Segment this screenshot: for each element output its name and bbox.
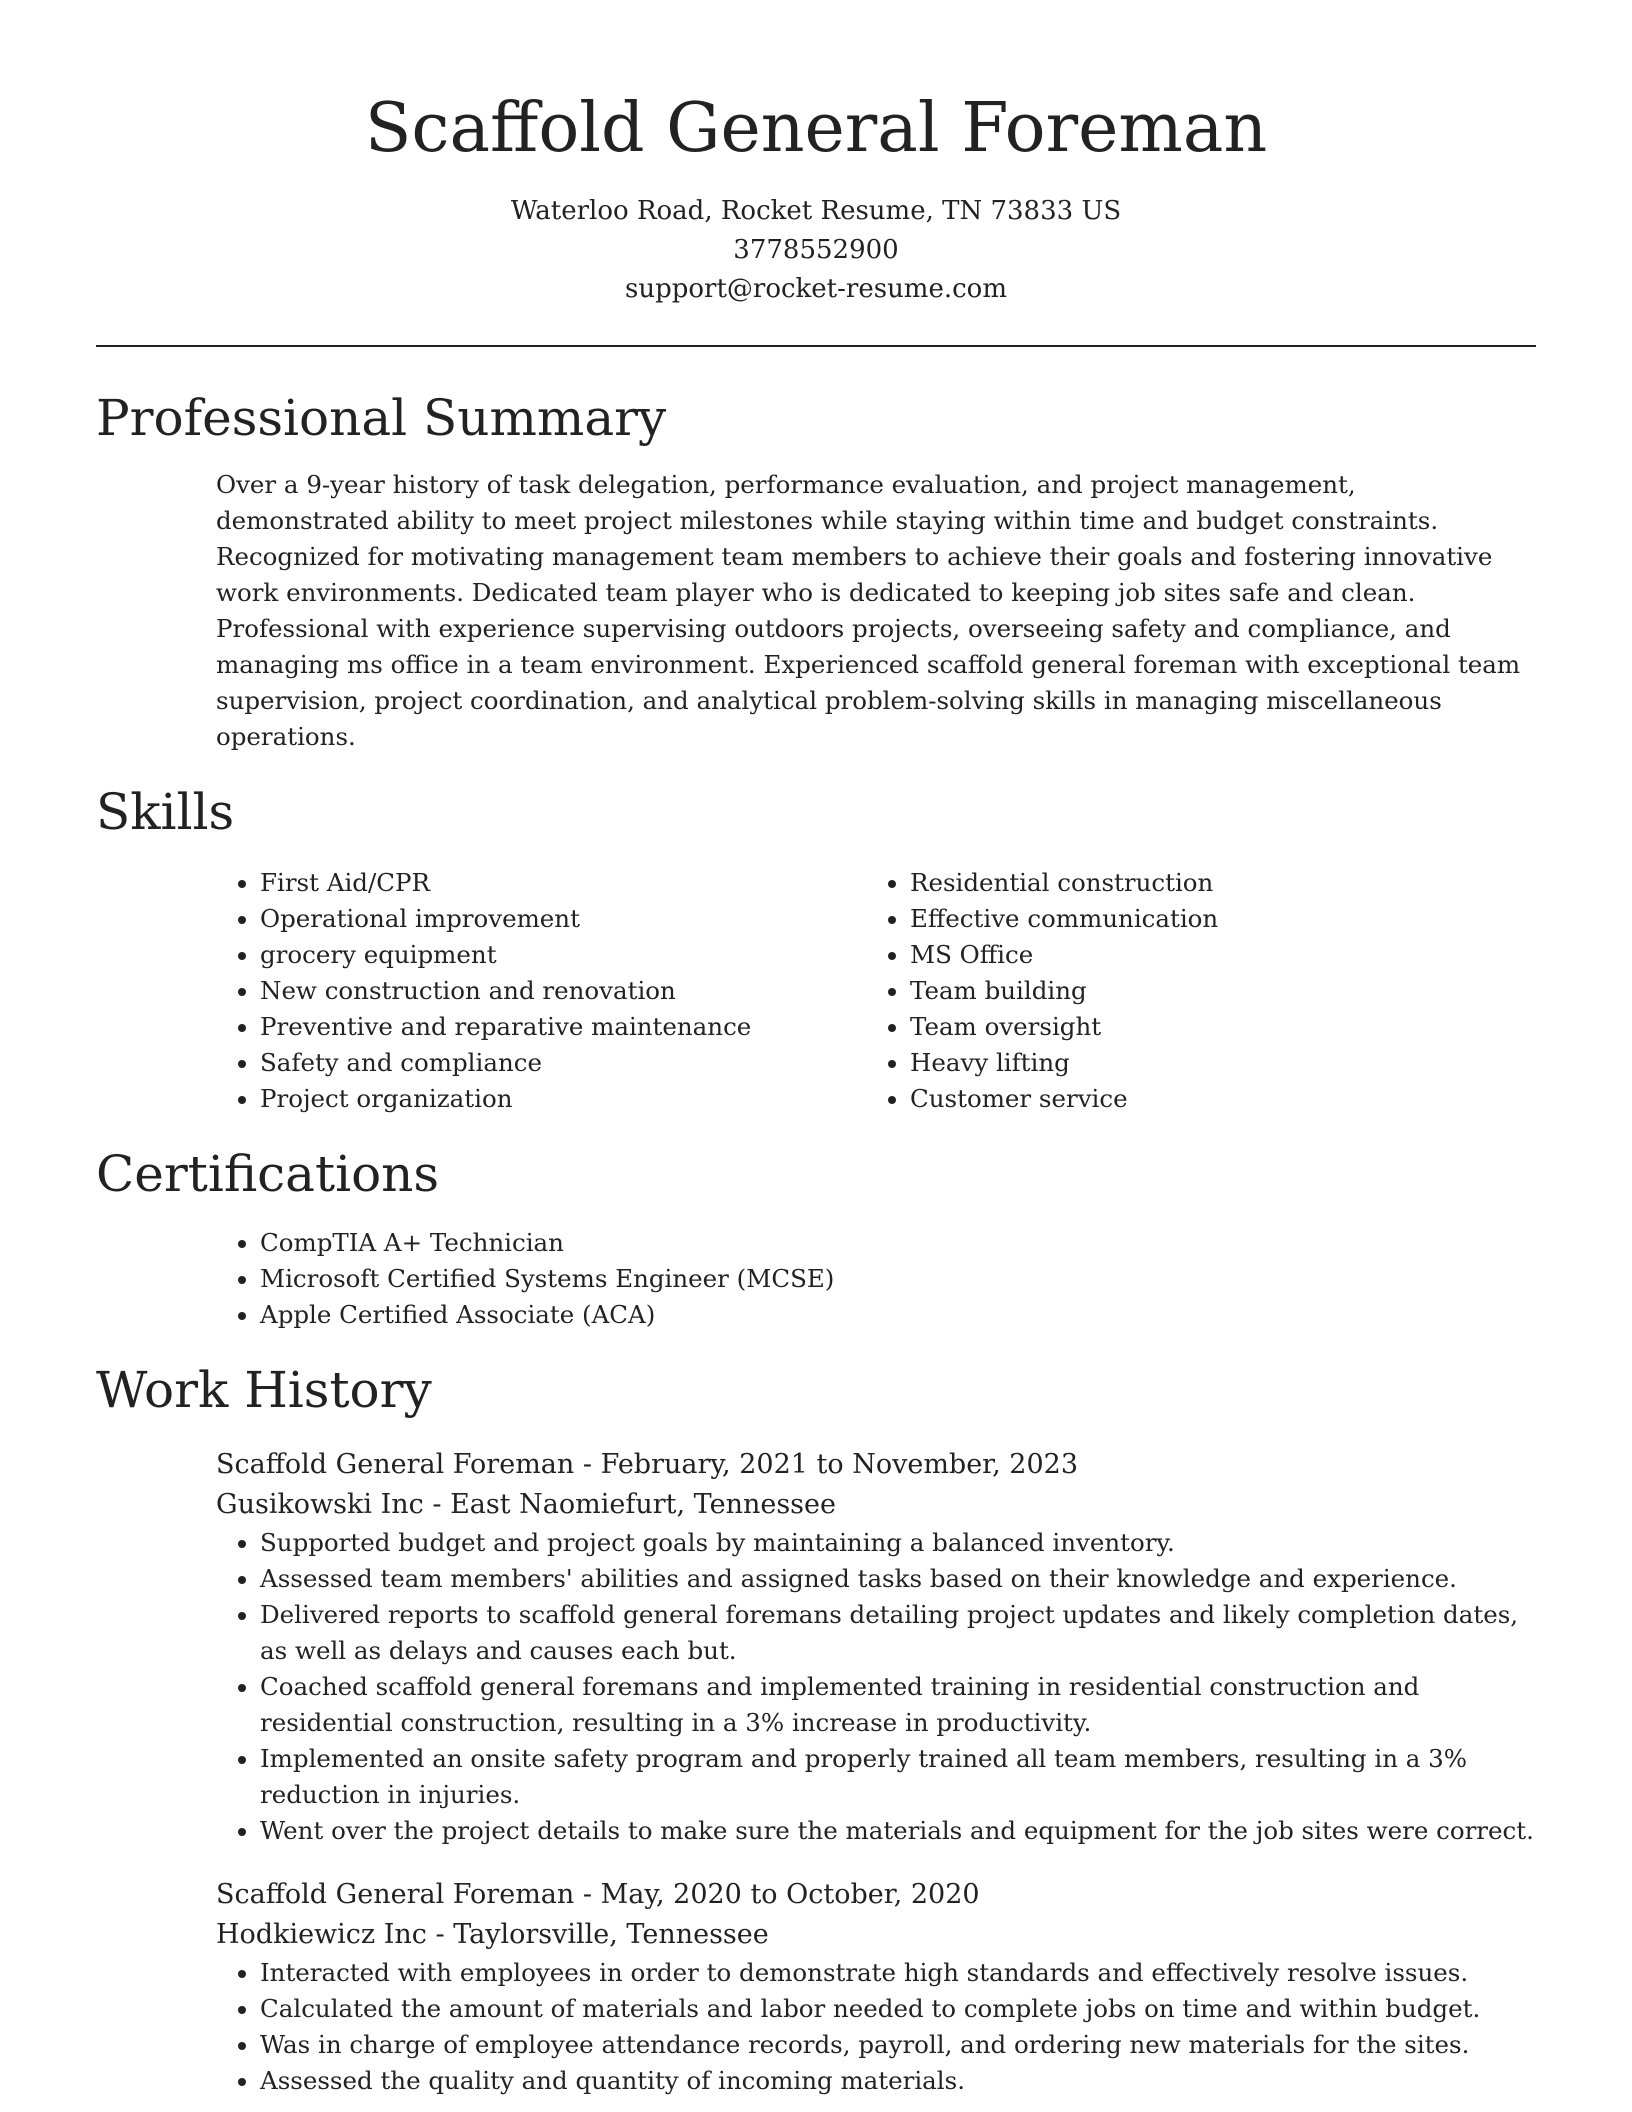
- job-entry: [216, 1875, 1536, 2099]
- job-responsibilities: [216, 1525, 1536, 1849]
- skills-list-left: [216, 865, 866, 1117]
- responsibility-item: • Implemented an onsite safety program and properly trained all team members, resulting in a 3% reduction in injuries.: [260, 1741, 1536, 1813]
- skill-item: • Effective communication: [910, 901, 1516, 937]
- certifications-list: [216, 1225, 1536, 1333]
- responsibility-item: • Assessed the quality and quantity of incoming materials.: [260, 2063, 1536, 2099]
- header-divider: [96, 345, 1536, 347]
- skill-item: • Project organization: [260, 1081, 866, 1117]
- job-company-line: [216, 1485, 1536, 1525]
- job-role: Scaffold General Foreman: [216, 1449, 575, 1480]
- job-entry: [216, 1445, 1536, 1849]
- certifications-block: [216, 1225, 1536, 1333]
- skill-item: • Team oversight: [910, 1009, 1516, 1045]
- candidate-name: Scaffold General Foreman: [364, 89, 1268, 168]
- skill-item: • New construction and renovation: [260, 973, 866, 1009]
- job-dates: - February, 2021 to November, 2023: [574, 1449, 1078, 1480]
- skill-item: • Preventive and reparative maintenance: [260, 1009, 866, 1045]
- certification-item: • Apple Certified Associate (ACA): [260, 1297, 1536, 1333]
- skills-grid: [216, 865, 1536, 1117]
- skill-item: • grocery equipment: [260, 937, 866, 973]
- summary-text: Over a 9-year history of task delegation, performance evaluation, and project management, demonstrated ability to meet project milestones while staying within time and budget constraints. Recognized for motivating management team members to achieve their goals and fostering innovative work environments. Dedicated team player who is dedicated to keeping job sites safe and clean. Professional with experience supervising outdoors projects, overseeing safety and compliance, and managing ms office in a team environment. Experienced scaffold general foreman with exceptional team supervision, project coordination, and analytical problem-solving skills in managing miscellaneous operations.: [216, 470, 1521, 751]
- job-role: Scaffold General Foreman: [216, 1879, 575, 1910]
- certification-item: • CompTIA A+ Technician: [260, 1225, 1536, 1261]
- certification-item: • Microsoft Certified Systems Engineer (MCSE): [260, 1261, 1536, 1297]
- job-company: Gusikowski Inc: [216, 1489, 424, 1520]
- job-dates: - May, 2020 to October, 2020: [574, 1879, 980, 1910]
- job-company: Hodkiewicz Inc: [216, 1919, 427, 1950]
- responsibility-item: • Went over the project details to make sure the materials and equipment for the job sites were correct.: [260, 1813, 1536, 1849]
- phone: 3778552900: [733, 235, 899, 265]
- skills-list-right: [866, 865, 1516, 1117]
- skill-item: • Safety and compliance: [260, 1045, 866, 1081]
- section-title-summary: Professional Summary: [96, 389, 667, 447]
- section-title-skills: Skills: [96, 783, 235, 841]
- job-title-line: [216, 1445, 1536, 1485]
- job-location: - Taylorsville, Tennessee: [426, 1919, 769, 1950]
- contact-block: [96, 192, 1536, 309]
- skill-item: • Customer service: [910, 1081, 1516, 1117]
- skills-column-left: [216, 865, 866, 1117]
- resume-page: [96, 0, 1536, 2099]
- skills-column-right: [866, 865, 1516, 1117]
- skill-item: • Residential construction: [910, 865, 1516, 901]
- address: Waterloo Road, Rocket Resume, TN 73833 US: [510, 196, 1122, 226]
- responsibility-item: • Interacted with employees in order to demonstrate high standards and effectively resolve issues.: [260, 1955, 1536, 1991]
- responsibility-item: • Supported budget and project goals by maintaining a balanced inventory.: [260, 1525, 1536, 1561]
- skill-item: • First Aid/CPR: [260, 865, 866, 901]
- job-title-line: [216, 1875, 1536, 1915]
- responsibility-item: • Was in charge of employee attendance records, payroll, and ordering new materials for the sites.: [260, 2027, 1536, 2063]
- email: support@rocket-resume.com: [624, 274, 1007, 304]
- section-title-certifications: Certifications: [96, 1145, 440, 1203]
- skill-item: • Operational improvement: [260, 901, 866, 937]
- skill-item: • Heavy lifting: [910, 1045, 1516, 1081]
- job-company-line: [216, 1915, 1536, 1955]
- responsibility-item: • Delivered reports to scaffold general foremans detailing project updates and likely completion dates, as well as delays and causes each but.: [260, 1597, 1536, 1669]
- job-location: - East Naomiefurt, Tennessee: [423, 1489, 836, 1520]
- skill-item: • MS Office: [910, 937, 1516, 973]
- job-responsibilities: [216, 1955, 1536, 2099]
- responsibility-item: • Coached scaffold general foremans and implemented training in residential construction and residential construction, resulting in a 3% increase in productivity.: [260, 1669, 1536, 1741]
- skill-item: • Team building: [910, 973, 1516, 1009]
- responsibility-item: • Assessed team members' abilities and assigned tasks based on their knowledge and experience.: [260, 1561, 1536, 1597]
- section-title-work-history: Work History: [96, 1361, 432, 1419]
- responsibility-item: • Calculated the amount of materials and labor needed to complete jobs on time and within budget.: [260, 1991, 1536, 2027]
